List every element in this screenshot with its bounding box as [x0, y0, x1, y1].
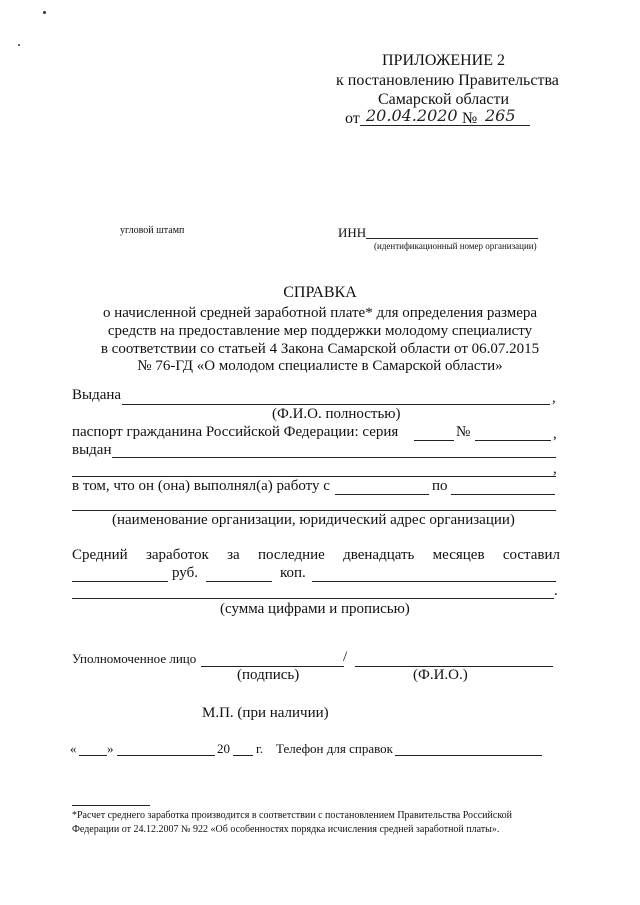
issued-by-line[interactable] — [112, 457, 556, 458]
phone-line[interactable] — [395, 755, 542, 756]
passport-number-line[interactable] — [475, 440, 551, 441]
corner-stamp-label: угловой штамп — [120, 225, 185, 236]
appendix-number-sign: № — [462, 110, 478, 127]
issued-label: Выдана — [72, 387, 122, 403]
appendix-date-prefix: от — [345, 110, 360, 127]
salary-word: Средний — [72, 547, 128, 563]
kop-label: коп. — [280, 565, 306, 581]
passport-series-line[interactable] — [414, 440, 454, 441]
signature-slash: / — [343, 649, 348, 665]
organization-line[interactable] — [72, 510, 556, 511]
salary-sentence — [72, 547, 560, 564]
fio-field-line[interactable] — [122, 404, 550, 405]
issued-by-label: выдан — [72, 442, 112, 458]
date-year-prefix: 20 — [217, 741, 230, 756]
heading-line1: о начисленной средней заработной плате* для определения размера — [102, 305, 538, 321]
signature-hint: (подпись) — [237, 667, 300, 683]
authorized-label: Уполномоченное лицо — [72, 651, 197, 666]
salary-word: заработок — [145, 547, 209, 563]
inn-hint: (идентификационный номер организации) — [374, 241, 537, 251]
footnote-line2: Федерации от 24.12.2007 № 922 «Об особенностях порядка исчисления средней заработной платы». — [72, 824, 500, 835]
salary-word: составил — [502, 547, 560, 563]
appendix-title: ПРИЛОЖЕНИЕ 2 — [382, 52, 506, 69]
heading-line4: № 76-ГД «О молодом специалисте в Самарской области» — [137, 358, 503, 374]
work-to-label: по — [432, 478, 448, 494]
sum-period: . — [554, 583, 558, 599]
issued-by-comma: , — [553, 461, 557, 477]
seal-label: М.П. (при наличии) — [202, 705, 329, 721]
heading-line3: в соответствии со статьей 4 Закона Самарской области от 06.07.2015 — [100, 341, 540, 357]
heading-line2: средств на предоставление мер поддержки молодому специалисту — [107, 323, 533, 339]
footnote-line1: *Расчет среднего заработка производится в соответствии с постановлением Правительства Российской — [72, 810, 513, 821]
appendix-date-underline — [360, 125, 530, 126]
scan-speck — [43, 11, 46, 14]
passport-label: паспорт гражданина Российской Федерации: серия — [72, 424, 399, 440]
certificate-title: СПРАВКА — [283, 284, 357, 301]
issued-by-line-2[interactable] — [72, 476, 556, 477]
appendix-line2: Самарской области — [378, 91, 509, 108]
appendix-number-handwritten: 265 — [485, 106, 516, 125]
date-year-line[interactable] — [233, 755, 253, 756]
work-label: в том, что он (она) выполнял(а) работу с — [72, 478, 330, 494]
date-month-line[interactable] — [117, 755, 215, 756]
organization-hint: (наименование организации, юридический адрес организации) — [112, 512, 515, 528]
salary-word: последние — [257, 547, 325, 563]
phone-label: Телефон для справок — [276, 741, 393, 756]
inn-label: ИНН — [338, 225, 367, 240]
work-to-line[interactable] — [451, 494, 555, 495]
passport-comma: , — [553, 426, 557, 442]
salary-word: за — [227, 547, 240, 563]
passport-number-sign: № — [456, 424, 471, 440]
sum-words-line-2[interactable] — [72, 598, 554, 599]
scan-speck — [18, 44, 20, 46]
salary-word: месяцев — [432, 547, 485, 563]
appendix-date-handwritten: 20.04.2020 — [366, 106, 458, 125]
footnote-separator — [72, 805, 150, 806]
salary-word: двенадцать — [343, 547, 415, 563]
date-year-suffix: г. — [256, 741, 264, 756]
date-day-line[interactable] — [79, 755, 107, 756]
rub-label: руб. — [172, 565, 198, 581]
fio-hint: (Ф.И.О. полностью) — [272, 406, 401, 422]
rub-amount-line[interactable] — [72, 581, 168, 582]
work-from-line[interactable] — [335, 494, 429, 495]
kop-amount-line[interactable] — [206, 581, 272, 582]
sum-words-line[interactable] — [312, 581, 556, 582]
issued-comma: , — [552, 390, 556, 406]
appendix-line1: к постановлению Правительства — [336, 72, 559, 89]
authorized-fio-hint: (Ф.И.О.) — [413, 667, 468, 683]
date-quote-open: « — [70, 741, 77, 756]
date-quote-close: » — [107, 741, 114, 756]
inn-field-line — [366, 238, 538, 239]
sum-hint: (сумма цифрами и прописью) — [220, 601, 410, 617]
